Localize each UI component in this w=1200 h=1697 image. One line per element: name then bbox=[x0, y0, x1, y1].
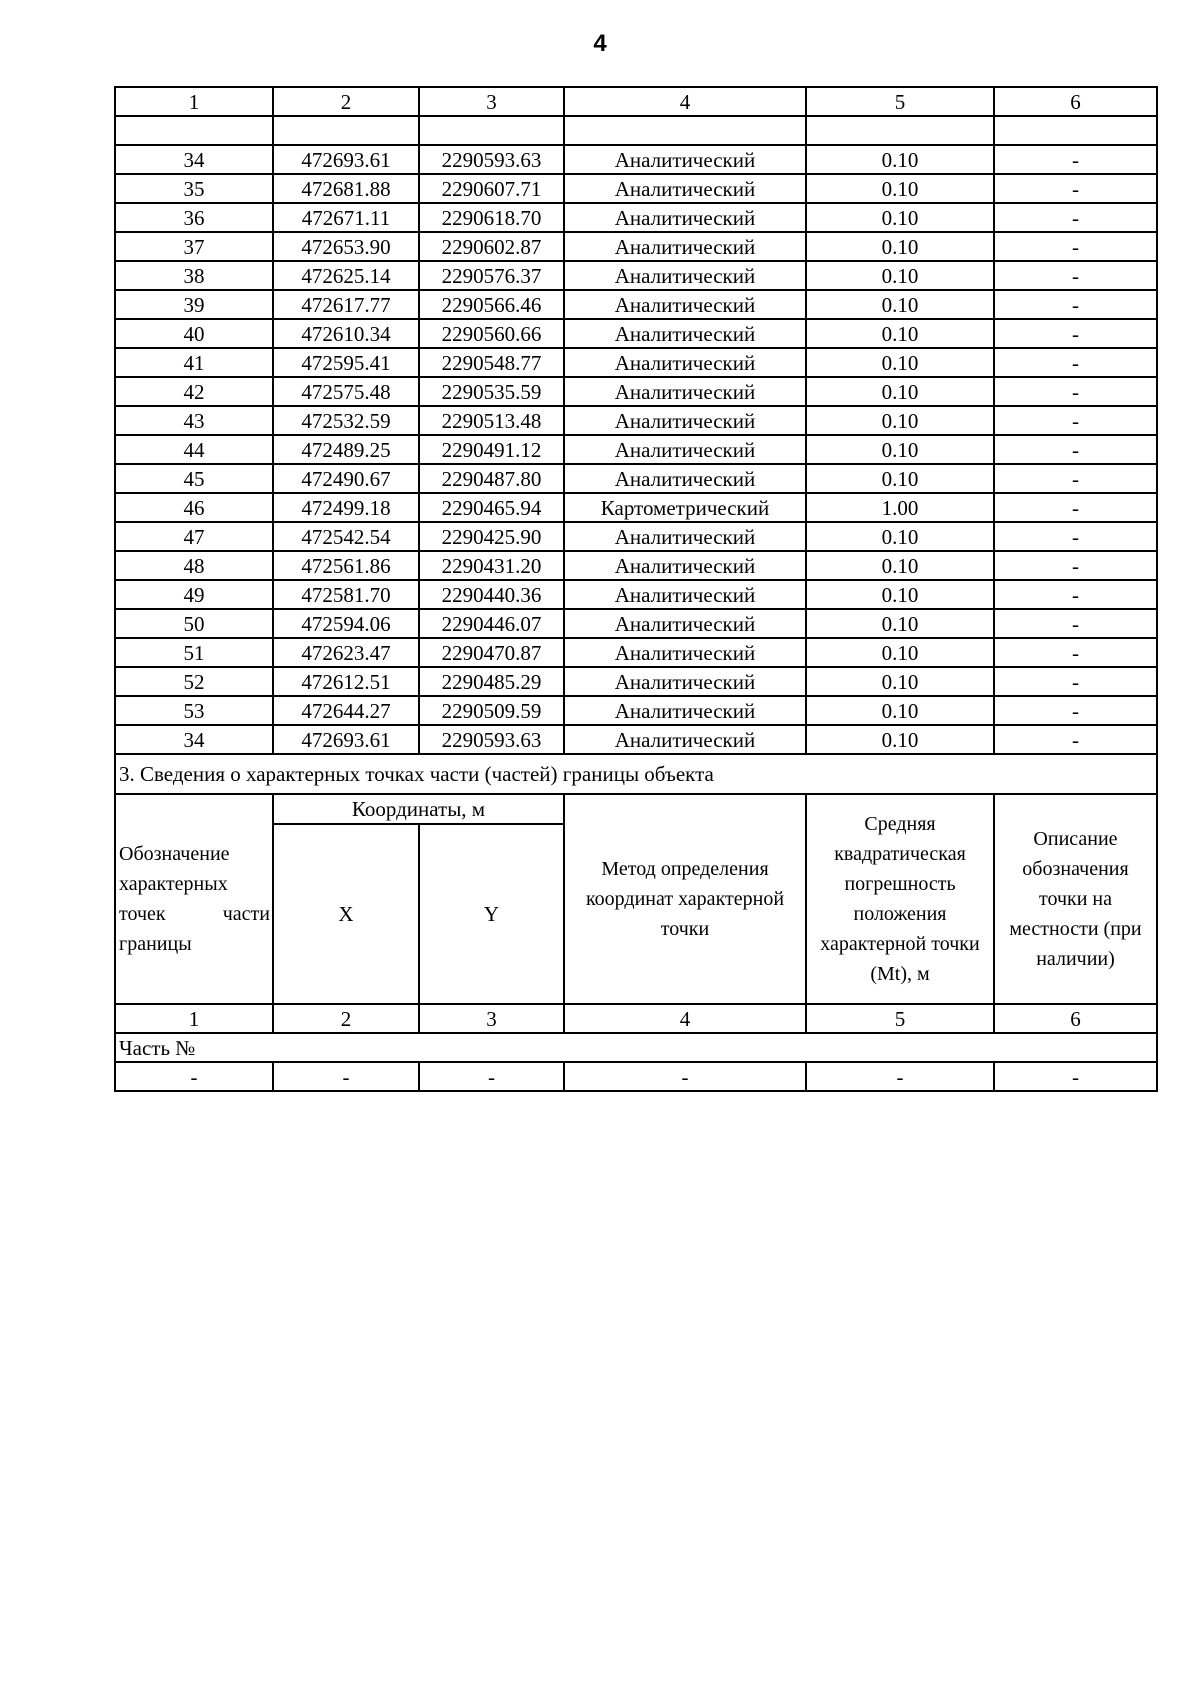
section3-body bbox=[115, 754, 1157, 1091]
x-coordinate-cell: 472532.59 bbox=[273, 406, 419, 435]
accuracy-cell: 0.10 bbox=[806, 290, 994, 319]
header-coordinates: Координаты, м bbox=[273, 794, 564, 824]
accuracy-cell: 1.00 bbox=[806, 493, 994, 522]
description-cell: - bbox=[994, 319, 1157, 348]
description-cell: - bbox=[994, 261, 1157, 290]
x-coordinate-cell: 472671.11 bbox=[273, 203, 419, 232]
description-cell: - bbox=[994, 406, 1157, 435]
x-coordinate-cell: 472594.06 bbox=[273, 609, 419, 638]
boundary-points-table bbox=[114, 86, 1158, 1092]
point-number-cell: 36 bbox=[115, 203, 273, 232]
y-coordinate-cell: 2290607.71 bbox=[419, 174, 564, 203]
method-cell: Аналитический bbox=[564, 580, 806, 609]
column-number: 6 bbox=[994, 1004, 1157, 1033]
point-number-cell: 37 bbox=[115, 232, 273, 261]
y-coordinate-cell: 2290593.63 bbox=[419, 145, 564, 174]
point-number-cell: 53 bbox=[115, 696, 273, 725]
point-number-cell: 34 bbox=[115, 725, 273, 754]
empty-cell bbox=[419, 116, 564, 145]
table-row bbox=[115, 261, 1157, 290]
point-number-cell: 47 bbox=[115, 522, 273, 551]
y-coordinate-cell: 2290446.07 bbox=[419, 609, 564, 638]
table-row bbox=[115, 464, 1157, 493]
column-number: 2 bbox=[273, 87, 419, 116]
point-number-cell: 44 bbox=[115, 435, 273, 464]
description-cell: - bbox=[994, 464, 1157, 493]
column-number-row bbox=[115, 87, 1157, 116]
method-cell: Аналитический bbox=[564, 696, 806, 725]
part-label: Часть № bbox=[115, 1033, 1157, 1062]
method-cell: Аналитический bbox=[564, 232, 806, 261]
header-x: X bbox=[273, 824, 419, 1004]
y-coordinate-cell: 2290440.36 bbox=[419, 580, 564, 609]
description-cell: - bbox=[994, 725, 1157, 754]
description-cell: - bbox=[994, 174, 1157, 203]
description-cell: - bbox=[994, 203, 1157, 232]
x-coordinate-cell: 472490.67 bbox=[273, 464, 419, 493]
accuracy-cell: 0.10 bbox=[806, 667, 994, 696]
y-coordinate-cell: 2290465.94 bbox=[419, 493, 564, 522]
point-number-cell: 48 bbox=[115, 551, 273, 580]
y-coordinate-cell: 2290535.59 bbox=[419, 377, 564, 406]
method-cell: Аналитический bbox=[564, 348, 806, 377]
method-cell: Аналитический bbox=[564, 435, 806, 464]
header-accuracy: Средняя квадратическая погрешность положения характерной точки (Mt), м bbox=[806, 794, 994, 1004]
point-number-cell: 49 bbox=[115, 580, 273, 609]
header-designation: Обозначение характерных точек части границы bbox=[115, 794, 273, 1004]
table-row bbox=[115, 377, 1157, 406]
accuracy-cell: 0.10 bbox=[806, 377, 994, 406]
table-row bbox=[115, 232, 1157, 261]
y-coordinate-cell: 2290425.90 bbox=[419, 522, 564, 551]
y-coordinate-cell: 2290431.20 bbox=[419, 551, 564, 580]
point-number-cell: 40 bbox=[115, 319, 273, 348]
y-coordinate-cell: 2290602.87 bbox=[419, 232, 564, 261]
x-coordinate-cell: 472499.18 bbox=[273, 493, 419, 522]
accuracy-cell: 0.10 bbox=[806, 522, 994, 551]
method-cell: Аналитический bbox=[564, 725, 806, 754]
table-row bbox=[115, 319, 1157, 348]
table-body bbox=[115, 87, 1157, 754]
x-coordinate-cell: 472681.88 bbox=[273, 174, 419, 203]
x-coordinate-cell: 472575.48 bbox=[273, 377, 419, 406]
description-cell: - bbox=[994, 232, 1157, 261]
column-number: 3 bbox=[419, 87, 564, 116]
description-cell: - bbox=[994, 667, 1157, 696]
method-cell: Аналитический bbox=[564, 667, 806, 696]
y-coordinate-cell: 2290470.87 bbox=[419, 638, 564, 667]
method-cell: Аналитический bbox=[564, 203, 806, 232]
header-description: Описание обозначения точки на местности (при наличии) bbox=[994, 794, 1157, 1004]
y-coordinate-cell: 2290593.63 bbox=[419, 725, 564, 754]
empty-value-cell: - bbox=[994, 1062, 1157, 1091]
y-coordinate-cell: 2290487.80 bbox=[419, 464, 564, 493]
accuracy-cell: 0.10 bbox=[806, 174, 994, 203]
method-cell: Аналитический bbox=[564, 261, 806, 290]
table-row bbox=[115, 174, 1157, 203]
method-cell: Аналитический bbox=[564, 319, 806, 348]
x-coordinate-cell: 472561.86 bbox=[273, 551, 419, 580]
method-cell: Аналитический bbox=[564, 609, 806, 638]
point-number-cell: 41 bbox=[115, 348, 273, 377]
description-cell: - bbox=[994, 551, 1157, 580]
accuracy-cell: 0.10 bbox=[806, 725, 994, 754]
column-number: 2 bbox=[273, 1004, 419, 1033]
table-row bbox=[115, 348, 1157, 377]
x-coordinate-cell: 472612.51 bbox=[273, 667, 419, 696]
accuracy-cell: 0.10 bbox=[806, 696, 994, 725]
point-number-cell: 34 bbox=[115, 145, 273, 174]
section-title: 3. Сведения о характерных точках части (частей) границы объекта bbox=[115, 754, 1157, 794]
x-coordinate-cell: 472625.14 bbox=[273, 261, 419, 290]
empty-value-cell: - bbox=[806, 1062, 994, 1091]
column-number: 4 bbox=[564, 1004, 806, 1033]
x-coordinate-cell: 472653.90 bbox=[273, 232, 419, 261]
method-cell: Аналитический bbox=[564, 551, 806, 580]
description-cell: - bbox=[994, 580, 1157, 609]
method-cell: Аналитический bbox=[564, 406, 806, 435]
point-number-cell: 35 bbox=[115, 174, 273, 203]
section-header-row bbox=[115, 794, 1157, 824]
description-cell: - bbox=[994, 290, 1157, 319]
table-row bbox=[115, 203, 1157, 232]
accuracy-cell: 0.10 bbox=[806, 145, 994, 174]
empty-cell bbox=[115, 116, 273, 145]
accuracy-cell: 0.10 bbox=[806, 435, 994, 464]
accuracy-cell: 0.10 bbox=[806, 261, 994, 290]
table-row bbox=[115, 725, 1157, 754]
description-cell: - bbox=[994, 145, 1157, 174]
column-number: 3 bbox=[419, 1004, 564, 1033]
method-cell: Аналитический bbox=[564, 638, 806, 667]
empty-cell bbox=[994, 116, 1157, 145]
table-row bbox=[115, 522, 1157, 551]
method-cell: Аналитический bbox=[564, 174, 806, 203]
description-cell: - bbox=[994, 493, 1157, 522]
accuracy-cell: 0.10 bbox=[806, 203, 994, 232]
section-title-row bbox=[115, 754, 1157, 794]
point-number-cell: 38 bbox=[115, 261, 273, 290]
accuracy-cell: 0.10 bbox=[806, 551, 994, 580]
description-cell: - bbox=[994, 638, 1157, 667]
description-cell: - bbox=[994, 609, 1157, 638]
y-coordinate-cell: 2290485.29 bbox=[419, 667, 564, 696]
point-number-cell: 52 bbox=[115, 667, 273, 696]
column-number: 4 bbox=[564, 87, 806, 116]
empty-value-cell: - bbox=[564, 1062, 806, 1091]
column-number: 6 bbox=[994, 87, 1157, 116]
table-row bbox=[115, 551, 1157, 580]
method-cell: Аналитический bbox=[564, 377, 806, 406]
y-coordinate-cell: 2290576.37 bbox=[419, 261, 564, 290]
accuracy-cell: 0.10 bbox=[806, 609, 994, 638]
table-row bbox=[115, 638, 1157, 667]
y-coordinate-cell: 2290618.70 bbox=[419, 203, 564, 232]
header-method: Метод определения координат характерной точки bbox=[564, 794, 806, 1004]
point-number-cell: 45 bbox=[115, 464, 273, 493]
point-number-cell: 43 bbox=[115, 406, 273, 435]
column-number: 5 bbox=[806, 1004, 994, 1033]
accuracy-cell: 0.10 bbox=[806, 464, 994, 493]
y-coordinate-cell: 2290491.12 bbox=[419, 435, 564, 464]
column-number: 1 bbox=[115, 87, 273, 116]
y-coordinate-cell: 2290548.77 bbox=[419, 348, 564, 377]
header-y: Y bbox=[419, 824, 564, 1004]
point-number-cell: 50 bbox=[115, 609, 273, 638]
x-coordinate-cell: 472610.34 bbox=[273, 319, 419, 348]
description-cell: - bbox=[994, 435, 1157, 464]
y-coordinate-cell: 2290509.59 bbox=[419, 696, 564, 725]
point-number-cell: 46 bbox=[115, 493, 273, 522]
y-coordinate-cell: 2290560.66 bbox=[419, 319, 564, 348]
description-cell: - bbox=[994, 377, 1157, 406]
empty-data-row bbox=[115, 1062, 1157, 1091]
accuracy-cell: 0.10 bbox=[806, 638, 994, 667]
x-coordinate-cell: 472542.54 bbox=[273, 522, 419, 551]
empty-cell bbox=[564, 116, 806, 145]
x-coordinate-cell: 472644.27 bbox=[273, 696, 419, 725]
description-cell: - bbox=[994, 348, 1157, 377]
description-cell: - bbox=[994, 522, 1157, 551]
table-row bbox=[115, 290, 1157, 319]
table-row bbox=[115, 667, 1157, 696]
point-number-cell: 39 bbox=[115, 290, 273, 319]
x-coordinate-cell: 472693.61 bbox=[273, 725, 419, 754]
empty-value-cell: - bbox=[419, 1062, 564, 1091]
description-cell: - bbox=[994, 696, 1157, 725]
x-coordinate-cell: 472617.77 bbox=[273, 290, 419, 319]
table-row bbox=[115, 493, 1157, 522]
section-column-number-row bbox=[115, 1004, 1157, 1033]
page-number: 4 bbox=[593, 30, 607, 57]
table-row bbox=[115, 145, 1157, 174]
y-coordinate-cell: 2290513.48 bbox=[419, 406, 564, 435]
method-cell: Картометрический bbox=[564, 493, 806, 522]
column-number: 1 bbox=[115, 1004, 273, 1033]
empty-cell bbox=[806, 116, 994, 145]
method-cell: Аналитический bbox=[564, 145, 806, 174]
y-coordinate-cell: 2290566.46 bbox=[419, 290, 564, 319]
x-coordinate-cell: 472693.61 bbox=[273, 145, 419, 174]
accuracy-cell: 0.10 bbox=[806, 319, 994, 348]
method-cell: Аналитический bbox=[564, 522, 806, 551]
column-number: 5 bbox=[806, 87, 994, 116]
point-number-cell: 51 bbox=[115, 638, 273, 667]
empty-value-cell: - bbox=[273, 1062, 419, 1091]
accuracy-cell: 0.10 bbox=[806, 406, 994, 435]
x-coordinate-cell: 472595.41 bbox=[273, 348, 419, 377]
table-row bbox=[115, 696, 1157, 725]
x-coordinate-cell: 472623.47 bbox=[273, 638, 419, 667]
table-row bbox=[115, 580, 1157, 609]
point-number-cell: 42 bbox=[115, 377, 273, 406]
accuracy-cell: 0.10 bbox=[806, 580, 994, 609]
x-coordinate-cell: 472581.70 bbox=[273, 580, 419, 609]
empty-cell bbox=[273, 116, 419, 145]
accuracy-cell: 0.10 bbox=[806, 348, 994, 377]
empty-value-cell: - bbox=[115, 1062, 273, 1091]
part-label-row bbox=[115, 1033, 1157, 1062]
accuracy-cell: 0.10 bbox=[806, 232, 994, 261]
table-row bbox=[115, 406, 1157, 435]
empty-row bbox=[115, 116, 1157, 145]
method-cell: Аналитический bbox=[564, 290, 806, 319]
table-row bbox=[115, 609, 1157, 638]
table-row bbox=[115, 435, 1157, 464]
method-cell: Аналитический bbox=[564, 464, 806, 493]
x-coordinate-cell: 472489.25 bbox=[273, 435, 419, 464]
